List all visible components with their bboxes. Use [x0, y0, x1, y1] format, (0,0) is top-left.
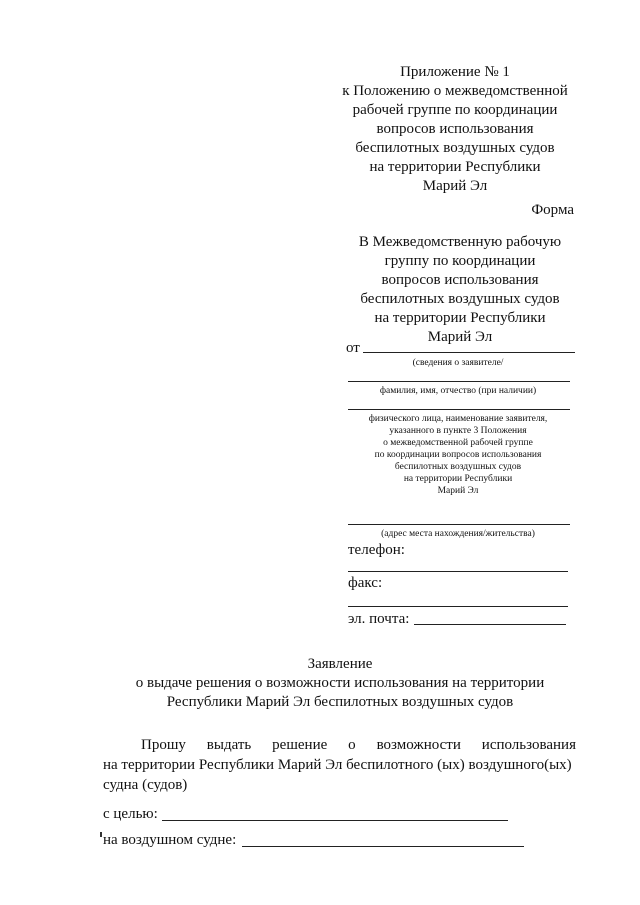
- appendix-line: на территории Республики: [369, 159, 541, 175]
- addressee-line: беспилотных воздушных судов: [360, 291, 560, 307]
- appendix-line: Марий Эл: [422, 178, 488, 194]
- statement-subtitle: о выдаче решения о возможности использования на территории: [135, 675, 545, 691]
- fax-field-line[interactable]: [348, 606, 568, 607]
- addressee-line: В Межведомственную рабочую: [358, 234, 562, 250]
- appendix-line: рабочей группе по координации: [352, 102, 558, 118]
- statement-heading: [60, 655, 620, 712]
- from-field-line[interactable]: [363, 352, 575, 353]
- request-word: использования: [481, 737, 576, 753]
- form-label: Форма: [531, 202, 574, 218]
- request-line: судна (судов): [103, 777, 188, 793]
- addressee-line: на территории Республики: [374, 310, 546, 326]
- applicant-hint: на территории Республики: [403, 474, 513, 484]
- applicant-hint: (сведения о заявителе/: [412, 358, 504, 368]
- applicant-hint: указанного в пункте 3 Положения: [389, 426, 527, 436]
- applicant-name-line[interactable]: [348, 381, 570, 382]
- appendix-header: [330, 63, 580, 196]
- appendix-line: Приложение № 1: [400, 64, 510, 80]
- appendix-line: к Положению о межведомственной: [342, 83, 568, 99]
- request-word: решение: [272, 737, 328, 753]
- applicant-hint: (адрес места нахождения/жительства): [381, 529, 535, 539]
- address-line[interactable]: [348, 524, 570, 525]
- request-first-line: [141, 736, 576, 755]
- request-word: о: [348, 737, 356, 753]
- addressee-block: [340, 233, 580, 347]
- request-word: Прошу: [141, 737, 186, 753]
- statement-subtitle: Республики Марий Эл беспилотных воздушных судов: [166, 694, 514, 710]
- aircraft-label: на воздушном судне:: [103, 832, 237, 848]
- fax-label: факс:: [348, 575, 383, 591]
- purpose-label: с целью:: [103, 806, 158, 822]
- addressee-line: группу по координации: [384, 253, 536, 269]
- phone-field-line[interactable]: [348, 571, 568, 572]
- email-field-line[interactable]: [414, 624, 566, 625]
- applicant-hint: фамилия, имя, отчество (при наличии): [379, 386, 537, 396]
- applicant-hint: физического лица, наименование заявителя,: [368, 414, 548, 424]
- request-line: на территории Республики Марий Эл беспилотного (ых) воздушного(ых): [103, 757, 572, 773]
- statement-title: Заявление: [307, 656, 373, 672]
- applicant-hint: Марий Эл: [437, 486, 479, 496]
- addressee-line: Марий Эл: [427, 329, 493, 345]
- phone-label: телефон:: [348, 542, 405, 558]
- email-label: эл. почта:: [348, 611, 410, 627]
- purpose-field-line[interactable]: [162, 820, 508, 821]
- addressee-line: вопросов использования: [381, 272, 539, 288]
- appendix-line: беспилотных воздушных судов: [355, 140, 555, 156]
- applicant-hint: беспилотных воздушных судов: [394, 462, 522, 472]
- margin-mark: [100, 832, 102, 837]
- from-label: от: [346, 340, 360, 356]
- applicant-details-line[interactable]: [348, 409, 570, 410]
- aircraft-field-line[interactable]: [242, 846, 524, 847]
- appendix-line: вопросов использования: [376, 121, 534, 137]
- applicant-hint: о межведомственной рабочей группе: [383, 438, 533, 448]
- request-word: выдать: [206, 737, 252, 753]
- applicant-hint: по координации вопросов использования: [374, 450, 542, 460]
- request-word: возможности: [376, 737, 461, 753]
